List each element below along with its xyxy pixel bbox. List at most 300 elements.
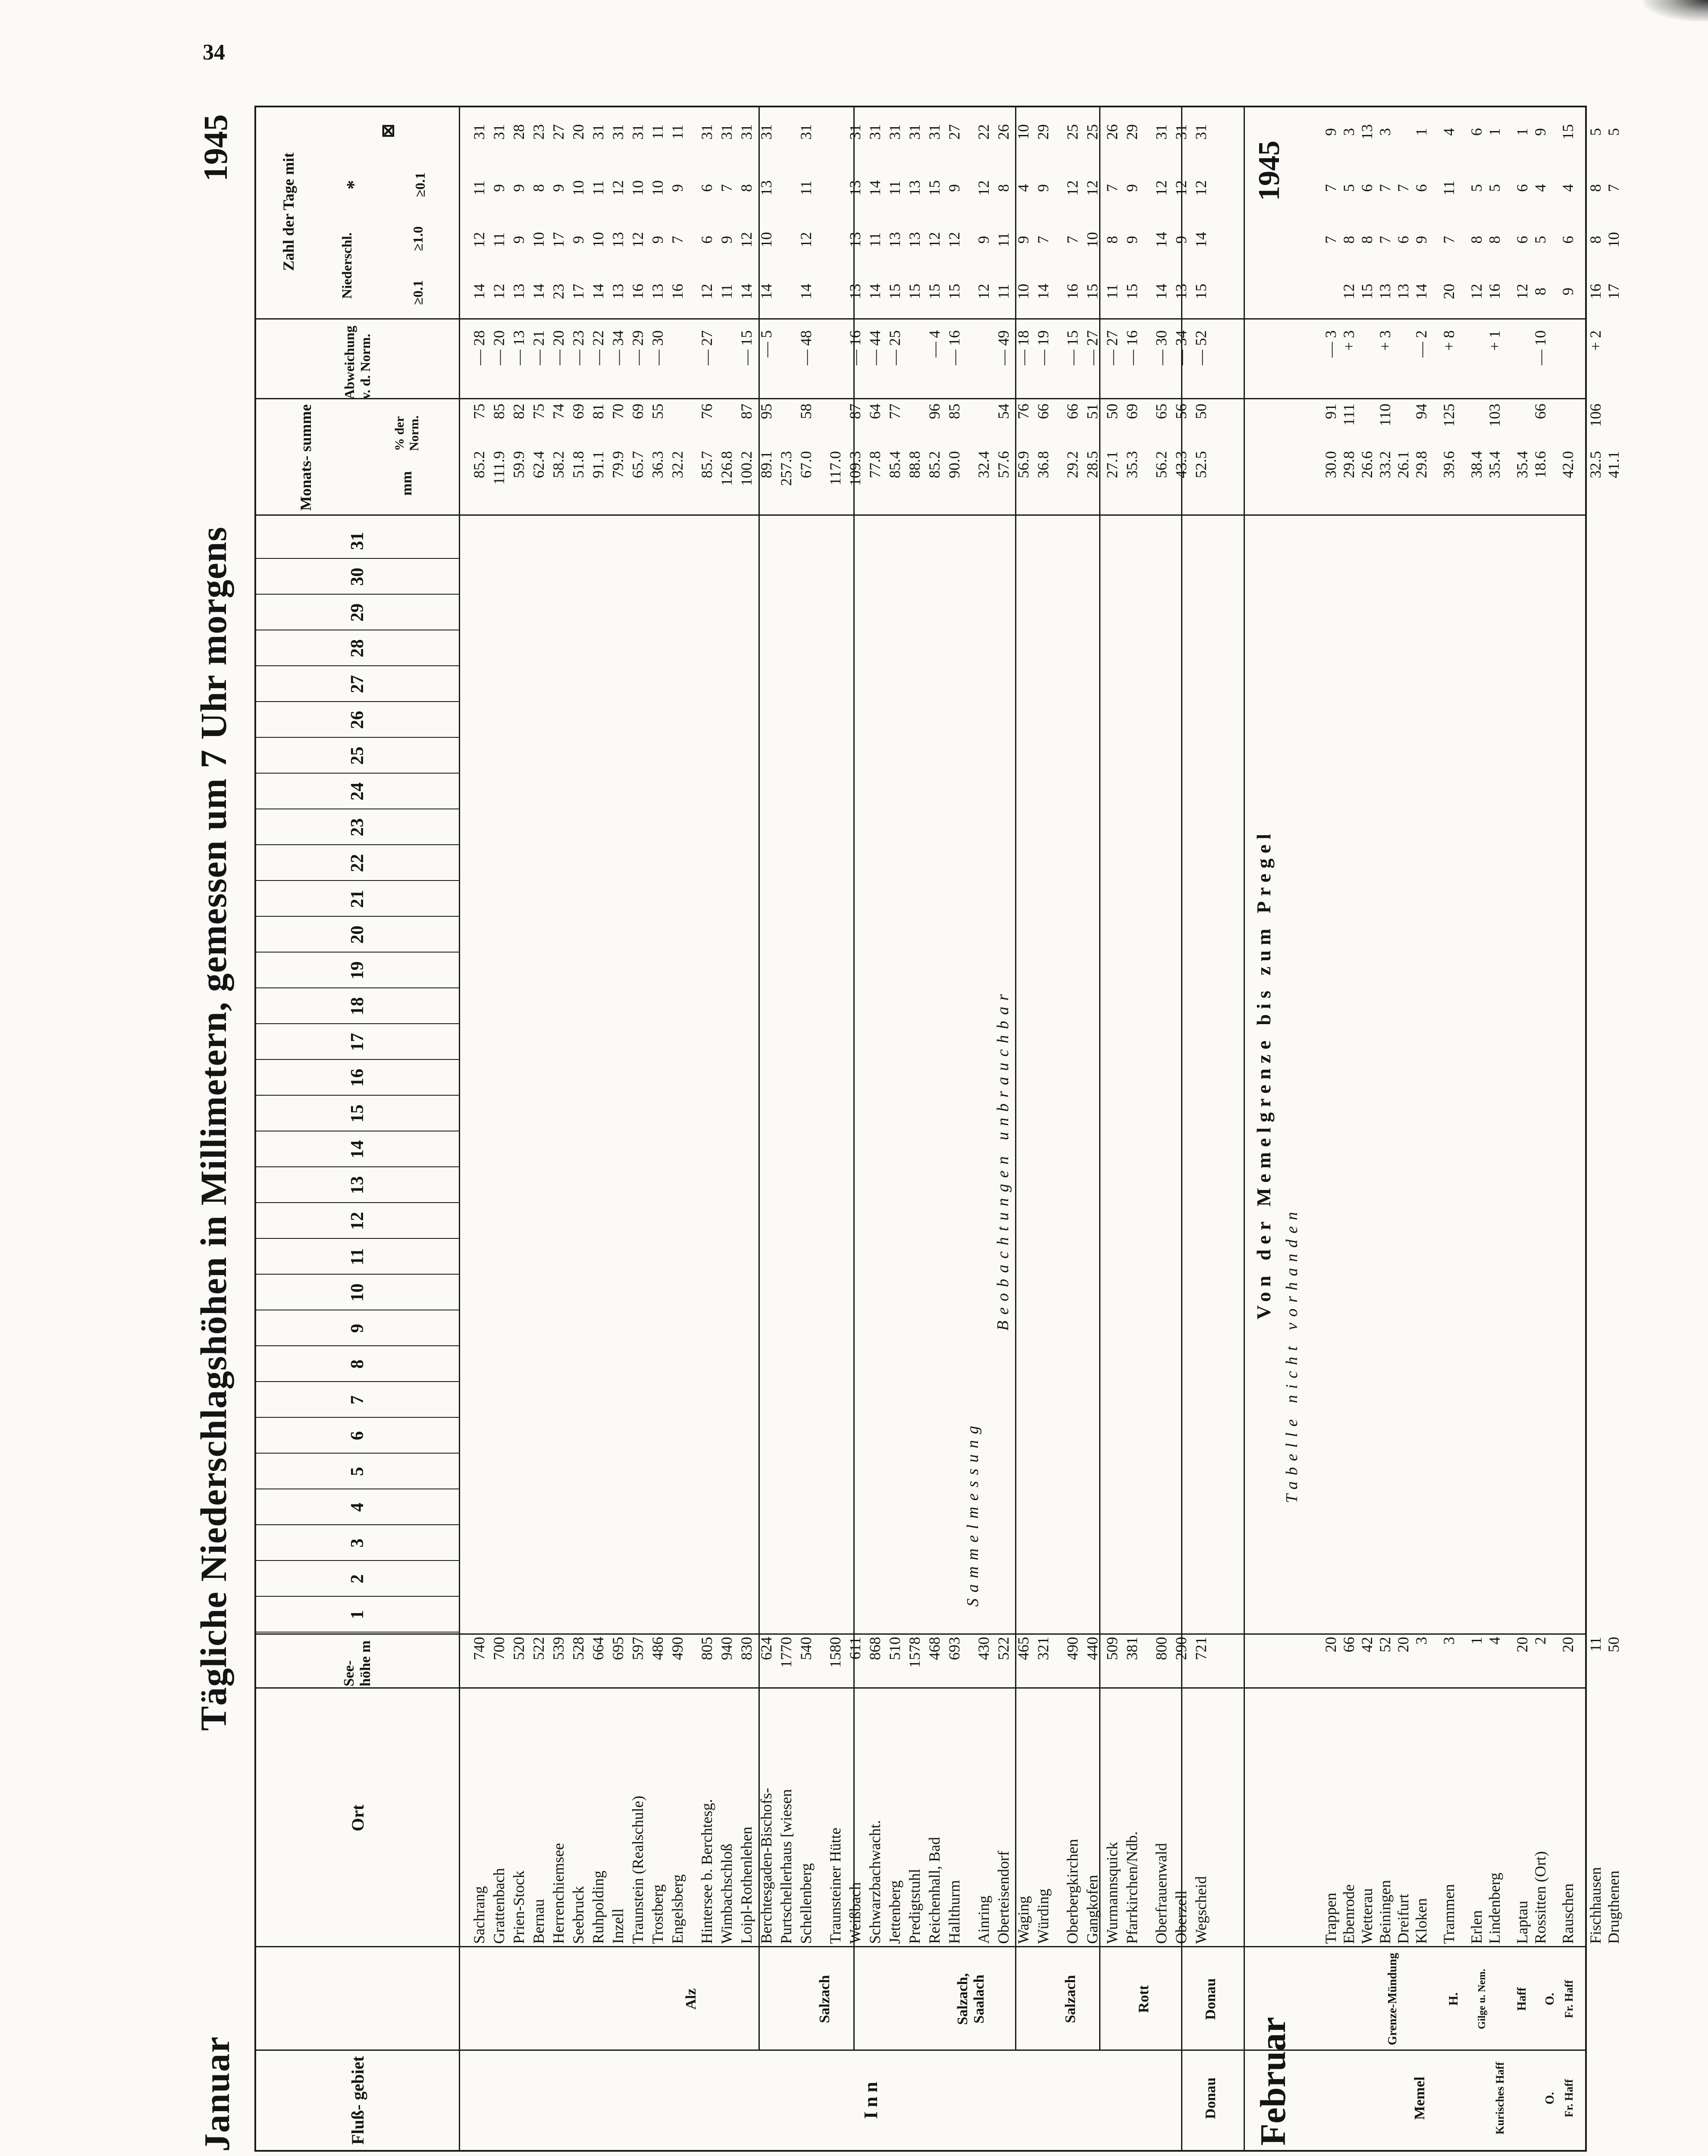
days-snow: 10: [570, 180, 587, 196]
days-ge01: 12: [1514, 284, 1531, 299]
header-rule: [459, 107, 460, 2150]
deviation-from-normal: — 5: [758, 330, 775, 357]
days-ge01: 15: [906, 284, 923, 299]
days-snow: 5: [1468, 184, 1485, 192]
days-ge01: 8: [1532, 288, 1549, 295]
monthly-sum: 57.6: [995, 451, 1012, 478]
deviation-from-normal: — 30: [1153, 330, 1170, 365]
table-row: [865, 104, 884, 2150]
header-day-5: 5: [348, 1467, 367, 1476]
station-altitude: 509: [1103, 1637, 1121, 1660]
station-altitude: 520: [510, 1637, 527, 1660]
days-ge01: 13: [510, 284, 527, 299]
days-snow: 11: [886, 180, 903, 196]
header-day-24: 24: [348, 782, 367, 801]
days-ge01: 15: [926, 284, 943, 299]
days-snow-cover: 31: [886, 124, 903, 140]
deviation-from-normal: — 34: [609, 330, 627, 365]
day-col-rule: [256, 1381, 459, 1382]
table-row: [569, 104, 588, 2150]
title-bar: [179, 106, 252, 2152]
header-day-25: 25: [348, 746, 367, 765]
days-snow-cover: 4: [1440, 128, 1457, 136]
monthly-sum: 35.3: [1123, 451, 1141, 478]
header-z-ge10: ≥1.0: [410, 226, 426, 251]
monthly-sum: 58.2: [550, 451, 567, 478]
days-ge01: 16: [1064, 284, 1081, 299]
monthly-sum: 88.8: [906, 451, 923, 478]
station-altitude: 4: [1486, 1637, 1503, 1645]
monthly-sum: 90.0: [946, 451, 963, 478]
station-name: Trostberg: [649, 1884, 666, 1944]
day-col-rule: [256, 1345, 459, 1346]
days-snow: 9: [510, 184, 527, 192]
station-name: Oberteisendorf: [995, 1851, 1012, 1944]
header-day-17: 17: [348, 1033, 367, 1051]
days-ge10: 7: [1034, 236, 1052, 244]
monthly-sum: 33.2: [1376, 451, 1394, 478]
table-row: [549, 104, 568, 2150]
days-ge10: 14: [1192, 232, 1210, 248]
days-ge10: 11: [490, 232, 508, 248]
page-number: 34: [203, 40, 225, 65]
deviation-from-normal: + 1: [1486, 330, 1503, 351]
monthly-sum: 26.6: [1358, 451, 1376, 478]
days-ge10: 6: [1514, 236, 1531, 244]
station-name: Traunsteiner Hütte: [827, 1827, 844, 1944]
days-ge01: 17: [570, 284, 587, 299]
days-ge10: 8: [1358, 236, 1376, 244]
station-altitude: 700: [490, 1637, 508, 1660]
deviation-from-normal: — 27: [698, 330, 715, 365]
days-ge01: 11: [718, 284, 735, 299]
days-snow: 12: [1192, 180, 1210, 196]
days-snow-cover: 31: [470, 124, 488, 140]
header-day-11: 11: [348, 1248, 367, 1266]
days-ge01: 17: [1605, 284, 1622, 299]
days-ge10: 7: [1440, 236, 1457, 244]
station-altitude: 42: [1358, 1637, 1376, 1652]
days-ge10: 12: [946, 232, 963, 248]
station-name: Erlen: [1468, 1910, 1485, 1944]
deviation-from-normal: — 23: [570, 330, 587, 365]
days-ge01: 9: [1559, 288, 1576, 295]
header-day-8: 8: [348, 1360, 367, 1369]
days-ge10: 13: [906, 232, 923, 248]
deviation-from-normal: — 20: [490, 330, 508, 365]
table-row: [1513, 104, 1532, 2150]
days-snow-cover: 31: [758, 124, 775, 140]
day-col-rule: [256, 1095, 459, 1096]
station-altitude: 66: [1340, 1637, 1357, 1652]
monthly-sum: 77.8: [866, 451, 884, 478]
days-ge01: 14: [758, 284, 775, 299]
station-name: Berchtesgaden-Bischofs-: [758, 1788, 775, 1944]
days-ge10: 5: [1532, 236, 1549, 244]
days-ge10: 6: [1395, 236, 1412, 244]
station-altitude: 468: [926, 1637, 943, 1660]
days-snow: 6: [1413, 184, 1430, 192]
table-row: [589, 104, 608, 2150]
percent-of-normal: 75: [470, 404, 488, 419]
days-ge01: 14: [1153, 284, 1170, 299]
header-pct-norm: % der Norm.: [392, 415, 421, 451]
deviation-from-normal: — 52: [1192, 330, 1210, 365]
group-memel: Memel: [1412, 2076, 1428, 2120]
station-altitude: 50: [1605, 1637, 1622, 1652]
day-col-rule: [256, 1596, 459, 1597]
days-snow: 7: [718, 184, 735, 192]
days-snow-cover: 31: [866, 124, 884, 140]
percent-of-normal: 77: [886, 404, 903, 419]
day-col-rule: [256, 773, 459, 774]
table-row: [925, 104, 944, 2150]
monthly-sum: 85.4: [886, 451, 903, 478]
station-altitude: 490: [669, 1637, 686, 1660]
days-snow-cover: 10: [1015, 124, 1032, 140]
days-ge01: 16: [1486, 284, 1503, 299]
station-name: Gangkofen: [1084, 1875, 1101, 1944]
station-name: Wegscheid: [1192, 1876, 1210, 1944]
table-row: [509, 104, 528, 2150]
group-salzach-saalach: Salzach, Saalach: [955, 1973, 987, 2025]
days-ge10: 9: [718, 236, 735, 244]
percent-of-normal: 51: [1084, 404, 1101, 419]
days-snow-cover: 6: [1468, 128, 1485, 136]
days-ge10: 12: [470, 232, 488, 248]
table-row: [945, 104, 964, 2150]
station-name: Herrenchiemsee: [550, 1843, 567, 1944]
days-ge10: 8: [1103, 236, 1121, 244]
days-ge10: 6: [1559, 236, 1576, 244]
station-altitude: 1: [1468, 1637, 1485, 1645]
table-row: [1034, 104, 1053, 2150]
station-name: Rauschen: [1559, 1883, 1576, 1944]
section-rule: [1244, 107, 1245, 2150]
days-ge10: 10: [758, 232, 775, 248]
station-name: Schellenberg: [797, 1863, 815, 1944]
monthly-sum: 111.9: [490, 451, 508, 485]
days-snow-cover: 31: [609, 124, 627, 140]
monthly-sum: 117.0: [827, 451, 844, 486]
percent-of-normal: 82: [510, 404, 527, 419]
header-day-7: 7: [348, 1395, 367, 1404]
header-flussgebiet: Fluß- gebiet: [348, 2056, 367, 2145]
days-ge01: 14: [589, 284, 607, 299]
days-snow-cover: 31: [906, 124, 923, 140]
station-name: Oberfrauenwald: [1153, 1843, 1170, 1944]
station-name: Ainring: [975, 1896, 992, 1944]
page-title: Tägliche Niederschlagshöhen in Millimetern, gemessen um 7 Uhr morgens: [193, 526, 234, 1731]
table-row: [1467, 104, 1486, 2150]
header-monatssumme: Monats- summe: [297, 404, 314, 511]
days-ge10: 7: [1322, 236, 1339, 244]
group-donau: Donau: [1203, 1978, 1219, 2020]
days-snow-cover: 29: [1123, 124, 1141, 140]
month-label-januar: Januar: [197, 2036, 237, 2152]
percent-of-normal: 87: [738, 404, 755, 419]
days-snow: 10: [629, 180, 646, 196]
days-snow: 7: [1103, 184, 1121, 192]
days-ge01: 16: [1587, 284, 1604, 299]
days-snow-cover: 3: [1340, 128, 1357, 136]
days-snow-cover: 22: [975, 124, 992, 140]
days-snow-cover: 31: [1153, 124, 1170, 140]
days-snow: 12: [1064, 180, 1081, 196]
days-ge10: 14: [1153, 232, 1170, 248]
days-snow: 6: [698, 184, 715, 192]
table-row: [1083, 104, 1102, 2150]
monthly-sum: 85.2: [470, 451, 488, 478]
days-ge10: 9: [570, 236, 587, 244]
day-col-rule: [256, 1274, 459, 1275]
monthly-sum: 62.4: [530, 451, 547, 478]
deviation-from-normal: — 15: [738, 330, 755, 365]
table-row: [1103, 104, 1122, 2150]
header-z-ge01: ≥0.1: [410, 280, 426, 305]
table-row: [826, 104, 845, 2150]
station-altitude: 3: [1413, 1637, 1430, 1645]
days-ge01: 12: [975, 284, 992, 299]
group-h: H.: [1446, 1992, 1460, 2006]
station-altitude: 740: [470, 1637, 488, 1660]
deviation-from-normal: — 2: [1413, 330, 1430, 357]
station-name: Laptau: [1514, 1901, 1531, 1944]
days-ge01: 13: [1376, 284, 1394, 299]
station-altitude: 830: [738, 1637, 755, 1660]
deviation-from-normal: — 3: [1322, 330, 1339, 357]
days-snow-cover: 23: [530, 124, 547, 140]
group-grenze-muendung: Grenze-Mündung: [1386, 1952, 1399, 2046]
days-snow: 6: [1358, 184, 1376, 192]
days-snow-cover: 26: [995, 124, 1012, 140]
table-row: [1394, 104, 1413, 2150]
year-label-feb: 1945: [1253, 141, 1286, 201]
percent-of-normal: 54: [995, 404, 1012, 419]
station-name: Trappen: [1322, 1893, 1339, 1944]
table-row: [1586, 104, 1605, 2150]
days-snow: 6: [1514, 184, 1531, 192]
days-snow: 7: [1322, 184, 1339, 192]
day-col-rule: [256, 1059, 459, 1060]
days-ge10: 9: [1015, 236, 1032, 244]
month-label-februar: Februar: [1253, 2017, 1293, 2146]
days-ge10: 13: [846, 232, 864, 248]
days-ge10: 10: [1605, 232, 1622, 248]
monthly-sum: 257.3: [777, 451, 795, 486]
day-col-rule: [256, 1632, 459, 1633]
group-kurisches-haff: Kurisches Haff: [1494, 2062, 1506, 2135]
days-snow: 13: [906, 180, 923, 196]
days-ge10: 9: [1413, 236, 1430, 244]
percent-of-normal: 111: [1340, 404, 1357, 426]
deviation-from-normal: — 48: [797, 330, 815, 365]
monthly-sum: 35.4: [1486, 451, 1503, 478]
days-ge01: 12: [1468, 284, 1485, 299]
group-salzach: Salzach: [817, 1975, 833, 2023]
percent-of-normal: 70: [609, 404, 627, 419]
days-ge10: 9: [1123, 236, 1141, 244]
station-altitude: 695: [609, 1637, 627, 1660]
days-ge01: 13: [1395, 284, 1412, 299]
monthly-sum: 36.8: [1034, 451, 1052, 478]
group-salzach-2: Salzach: [1062, 1975, 1078, 2023]
days-ge01: 12: [1340, 284, 1357, 299]
days-snow-cover: 31: [926, 124, 943, 140]
station-altitude: 381: [1123, 1637, 1141, 1660]
station-name: Wetterau: [1358, 1888, 1376, 1944]
table-row: [1412, 104, 1431, 2150]
days-snow: 9: [490, 184, 508, 192]
day-col-rule: [256, 952, 459, 953]
deviation-from-normal: — 20: [550, 330, 567, 365]
percent-of-normal: 85: [490, 404, 508, 419]
percent-of-normal: 58: [797, 404, 815, 419]
deviation-from-normal: — 10: [1532, 330, 1549, 365]
day-col-rule: [256, 808, 459, 809]
deviation-from-normal: — 16: [1123, 330, 1141, 365]
monthly-sum: 43.3: [1172, 451, 1190, 478]
days-snow-cover: 5: [1587, 128, 1604, 136]
day-col-rule: [256, 1238, 459, 1239]
header-day-16: 16: [348, 1069, 367, 1087]
station-altitude: 1770: [777, 1637, 795, 1668]
station-name: Hallthurm: [946, 1880, 963, 1944]
days-ge01: 23: [550, 284, 567, 299]
days-ge01: 16: [669, 284, 686, 299]
station-altitude: 2: [1532, 1637, 1549, 1645]
percent-of-normal: 50: [1192, 404, 1210, 419]
station-name: Dreifurt: [1395, 1894, 1412, 1944]
table-row: [1321, 104, 1340, 2150]
table-row: [628, 104, 647, 2150]
table-row: [1191, 104, 1210, 2150]
header-day-14: 14: [348, 1140, 367, 1159]
day-col-rule: [256, 1453, 459, 1454]
station-altitude: 11: [1587, 1637, 1604, 1652]
days-snow-cover: 31: [797, 124, 815, 140]
station-name: Wimbachschloß: [718, 1843, 735, 1944]
station-altitude: 800: [1153, 1637, 1170, 1660]
days-ge01: 15: [946, 284, 963, 299]
days-ge01: 11: [1103, 284, 1121, 299]
header-day-9: 9: [348, 1324, 367, 1333]
header-day-29: 29: [348, 603, 367, 622]
station-altitude: 539: [550, 1637, 567, 1660]
monthly-sum: 79.9: [609, 451, 627, 478]
days-snow-cover: 13: [1358, 124, 1376, 140]
station-name: Wurmannsquick: [1103, 1842, 1121, 1944]
table-row: [1122, 104, 1141, 2150]
days-ge01: 16: [629, 284, 646, 299]
days-snow-cover: 25: [1064, 124, 1081, 140]
deviation-from-normal: + 3: [1376, 330, 1394, 351]
table-row: [668, 104, 687, 2150]
days-snow: 9: [669, 184, 686, 192]
station-name: Rossitten (Ort): [1532, 1851, 1549, 1944]
header-abweichung: Abweichung v. d. Norm.: [342, 326, 373, 399]
days-ge01: 15: [1123, 284, 1141, 299]
days-ge10: 9: [649, 236, 666, 244]
table-row: [1485, 104, 1504, 2150]
monthly-sum: 42.0: [1559, 451, 1576, 478]
day-col-rule: [256, 1202, 459, 1203]
header-snow-ge01: ≥0.1: [412, 172, 428, 197]
memel-section-title: Von der Memelgrenze bis zum Pregel: [1253, 828, 1275, 1320]
station-altitude: 522: [530, 1637, 547, 1660]
station-name: Seebruck: [570, 1886, 587, 1944]
station-name: Purtschellerhaus [wiesen: [777, 1789, 795, 1944]
days-ge01: 14: [1413, 284, 1430, 299]
header-day-22: 22: [348, 854, 367, 872]
day-col-rule: [256, 1560, 459, 1561]
station-altitude: 20: [1322, 1637, 1339, 1652]
days-snow: 7: [1376, 184, 1394, 192]
station-name: Oberbergkirchen: [1064, 1839, 1081, 1944]
station-altitude: 490: [1064, 1637, 1081, 1660]
monthly-sum: 100.2: [738, 451, 755, 486]
days-ge10: 8: [1486, 236, 1503, 244]
percent-of-normal: 103: [1486, 404, 1503, 427]
header-day-26: 26: [348, 711, 367, 729]
table-row: [648, 104, 667, 2150]
table-row: [717, 104, 736, 2150]
monthly-sum: 89.1: [758, 451, 775, 478]
day-col-rule: [256, 1417, 459, 1418]
days-snow-cover: 27: [550, 124, 567, 140]
percent-of-normal: 81: [589, 404, 607, 419]
days-snow-cover: 31: [589, 124, 607, 140]
header-day-6: 6: [348, 1431, 367, 1440]
header-seehoehe: See- höhe m: [341, 1640, 373, 1686]
percent-of-normal: 87: [846, 404, 864, 419]
deviation-from-normal: — 25: [886, 330, 903, 365]
station-name: Kloken: [1413, 1898, 1430, 1944]
deviation-from-normal: — 18: [1015, 330, 1032, 365]
station-altitude: 693: [946, 1637, 963, 1660]
day-col-rule: [256, 701, 459, 702]
days-snow-cover: 31: [738, 124, 755, 140]
days-snow-cover: 31: [490, 124, 508, 140]
header-day-28: 28: [348, 639, 367, 658]
group-o-2: O.: [1543, 2092, 1557, 2105]
days-snow: 13: [758, 180, 775, 196]
rotated-table-page: [179, 106, 1622, 2152]
station-altitude: 597: [629, 1637, 646, 1660]
day-col-rule: [256, 737, 459, 738]
table-row: [489, 104, 508, 2150]
header-niederschl: Niederschl.: [338, 232, 354, 299]
days-snow: 11: [1440, 180, 1457, 196]
station-name: Fischhausen: [1587, 1867, 1604, 1944]
percent-of-normal: 50: [1103, 404, 1121, 419]
percent-of-normal: 110: [1376, 404, 1394, 426]
station-altitude: 624: [758, 1637, 775, 1660]
monthly-sum: 36.3: [649, 451, 666, 478]
station-altitude: 611: [846, 1637, 864, 1660]
station-altitude: 528: [570, 1637, 587, 1660]
day-col-rule: [256, 1166, 459, 1167]
header-ort: Ort: [348, 1804, 367, 1832]
deviation-from-normal: — 15: [1064, 330, 1081, 365]
group-gilge: Gilge u. Nem.: [1476, 1969, 1488, 2029]
days-snow: 4: [1532, 184, 1549, 192]
monthly-sum: 35.4: [1514, 451, 1531, 478]
deviation-from-normal: — 27: [1103, 330, 1121, 365]
deviation-from-normal: — 21: [530, 330, 547, 365]
days-snow: 12: [609, 180, 627, 196]
group-inn: Inn: [860, 2077, 881, 2119]
